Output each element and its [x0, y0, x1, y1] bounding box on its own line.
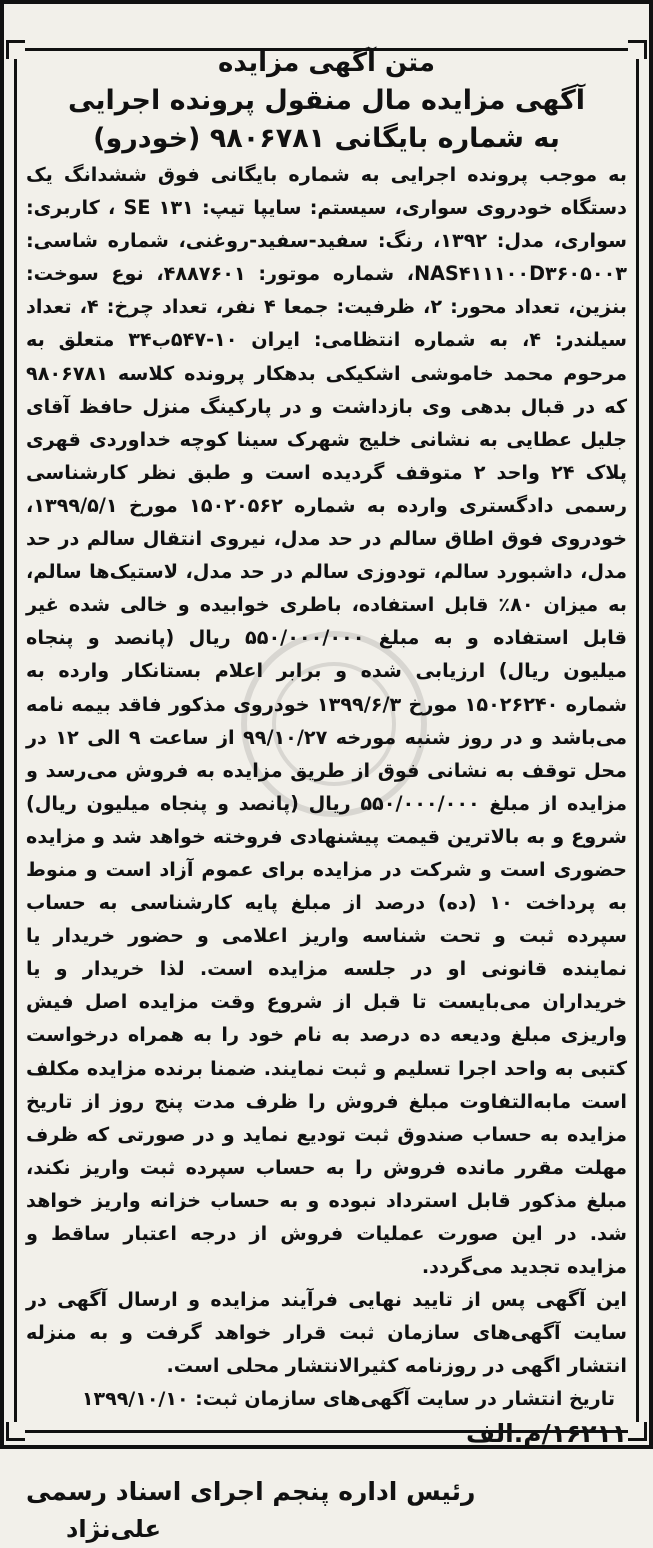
- signature-block: [26, 1474, 627, 1548]
- notice-subtitle: آگهی مزایده مال منقول پرونده اجرایی: [68, 85, 585, 116]
- publish-date: تاریخ انتشار در سایت آگهی‌های سازمان ثبت: ۱۳۹۹/۱۰/۱۰: [81, 1388, 615, 1411]
- signer-title: رئیس اداره پنجم اجرای اسناد رسمی: [26, 1477, 476, 1507]
- corner-ornament: [628, 1422, 647, 1441]
- corner-ornament: [6, 1422, 25, 1441]
- notice-content: [26, 44, 627, 1548]
- notice-body: [26, 158, 627, 1382]
- notice-title: متن آگهی مزایده: [217, 48, 436, 78]
- corner-ornament: [628, 40, 647, 59]
- body-paragraph-publication: این آگهی پس از تایید نهایی فرآیند مزایده و ارسال آگهی در سایت آگهی‌های سازمان ثبت قرار خواهد گرفت و به منزله انتشار اگهی در روزنامه کثیرالانتشار محلی است.: [26, 1288, 627, 1378]
- reference-number: ۱۶۲۱۱/م.الف: [466, 1419, 627, 1449]
- archive-number-heading: به شماره بایگانی ۹۸۰۶۷۸۱ (خودرو): [93, 123, 560, 154]
- corner-ornament: [6, 40, 25, 59]
- signer-name: علی‌نژاد: [66, 1515, 161, 1544]
- body-paragraph-main: به موجب پرونده اجرایی به شماره بایگانی فوق ششدانگ یک دستگاه خودروی سواری، سیستم: سایپا تیپ: SE ۱۳۱ ، کاربری: سواری، مدل: ۱۳۹۲، رنگ: سفید-سفید-روغنی، شماره شاسی: NAS۴۱۱۱۰۰D۳۶۰۵۰۰۳، شماره موتور: ۴۸۸۷۶۰۱، نوع سوخت: بنزین، تعداد محور: ۲، ظرفیت: جمعا ۴ نفر، تعداد چرخ: ۴، تعداد سیلندر: ۴، به شماره انتظامی: ایران ۱۰-۵۴۷ب۳۴ متعلق به مرحوم محمد خاموشی اشکیکی بدهکار پرونده کلاسه ۹۸۰۶۷۸۱ که در قبال بدهی وی بازداشت و در پارکینگ منزل حافظ آقای جلیل عطایی به نشانی خلیج شهرک سینا کوچه خداوردی قهری پلاک ۲۴ واحد ۲ متوقف گردیده است و طبق نظر کارشناسی رسمی دادگستری وارده به شماره ۱۵۰۲۰۵۶۲ مورخ ۱۳۹۹/۵/۱، خودروی فوق اطاق سالم در حد مدل، نیروی انتقال سالم در حد مدل، داشبورد سالم، تودوزی سالم در حد مدل، لاستیک‌ها سالم، به میزان ۸۰٪ قابل استفاده، باطری خوابیده و خالی شده غیر قابل استفاده و به مبلغ ۵۵۰/۰۰۰/۰۰۰ ریال (پانصد و پنجاه میلیون ریال) ارزیابی شده و برابر اعلام بستانکار وارده به شماره ۱۵۰۲۶۲۴۰ مورخ ۱۳۹۹/۶/۳ خودروی مذکور فاقد بیمه نامه می‌باشد و در روز شنبه مورخه ۹۹/۱۰/۲۷ از ساعت ۹ الی ۱۲ در محل توقف به نشانی فوق از طریق مزایده به فروش می‌رسد و مزایده از مبلغ ۵۵۰/۰۰۰/۰۰۰ ریال (پانصد و پنجاه میلیون ریال) شروع و به بالاترین قیمت پیشنهادی فروخته خواهد شد و مزایده حضوری است و شرکت در مزایده برای عموم آزاد است و منوط به پرداخت ۱۰ (ده) درصد از مبلغ پایه کارشناسی به حساب سپرده ثبت و تحت شناسه واریز اعلامی و حضور خریدار یا نماینده قانونی او در جلسه مزایده است. لذا خریدار و یا خریداران می‌بایست تا قبل از شروع وقت مزایده اصل فیش واریزی مبلغ ودیعه ده درصد به نام خود را به همراه درخواست کتبی به واحد اجرا تسلیم و ثبت نمایند. ضمنا برنده مزایده مکلف است مابه‌التفاوت مبلغ فروش را ظرف مدت پنج روز از تاریخ مزایده به حساب صندوق ثبت تودیع نماید و در صورتی که ظرف مهلت مقرر مانده فروش را به حساب سپرده ثبت واریز نکند، مبلغ مذکور قابل استرداد نبوده و به حساب خزانه واریز خواهد شد. در این صورت عملیات فروش از درجه اعتبار ساقط و مزایده تجدید می‌گردد.: [26, 163, 628, 1279]
